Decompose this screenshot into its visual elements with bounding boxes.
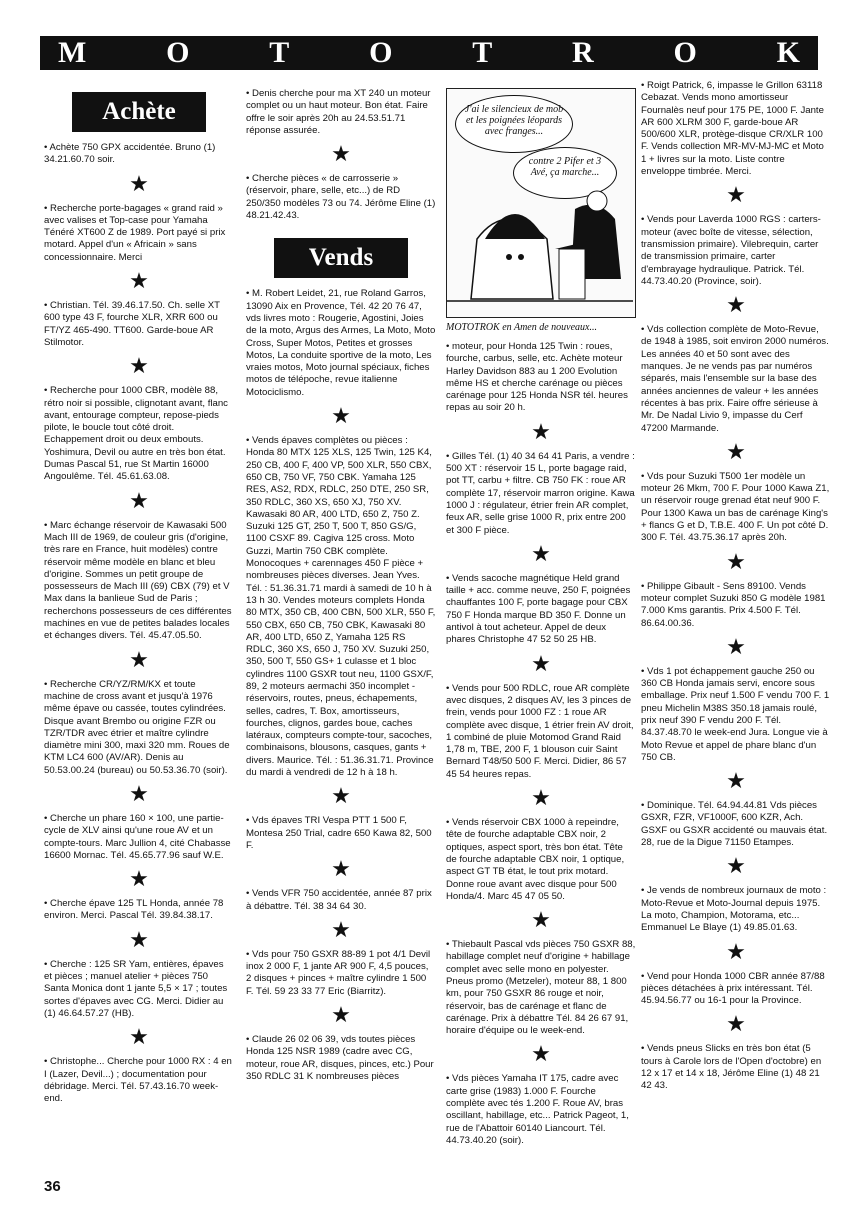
speech-bubble: contre 2 Pifer et 3 Avé, ça marche... — [513, 147, 617, 199]
classified-ad: • Claude 26 02 06 39, vds toutes pièces Honda 125 NSR 1989 (cadre avec CG, moteur, roue AR, disques, pinces, etc.) Pour 350 RDLC 31 K nombreuses pièces — [246, 1034, 434, 1082]
star-separator-icon: ★ — [129, 170, 149, 196]
cartoon-illustration — [446, 88, 636, 318]
section-title-buy: Achète — [72, 92, 206, 132]
classified-ad: • Christian. Tél. 39.46.17.50. Ch. selle XT 600 type 43 F, fourche XLR, XRR 600 ou FT/YZ 465-490. TT600. Garde-boue AR Stilmotor. — [44, 300, 220, 348]
star-separator-icon: ★ — [331, 1002, 351, 1028]
classified-ad: • Thiebault Pascal vds pièces 750 GSXR 88, habillage complet neuf d'origine + habillage complet avec selle mono en polyester. Pneus promo (Metzeler), moteur 88, 1 800 km, pour 750 GSXR 86 rouge et noir, réservoir, bas de carénage et flanc de carénage. Prix à débattre Tél. 84 26 67 91, horaire d'équipe ou le week-end. — [446, 939, 636, 1037]
classified-ad: • Vds collection complète de Moto-Revue, de 1948 à 1985, soit environ 2000 numéros. Les années 40 et 50 sont avec des manques. Je ne vends pas par numéros séparés, mais l'ensemble sur la base des années anciennes de valeur + les années récentes à bas prix. Faire offre sérieuse à Mr. De Nadal Livio 9, impasse du Cerf 47200 Marmande. — [641, 324, 829, 434]
classified-ad: • Vends sacoche magnétique Held grand taille + acc. comme neuve, 250 F, poignées chauffantes 100 F, porte bagage pour CBX 750 F Honda marque BD 350 F. Donne un antivol à tout acheteur. Appel de deux phares Christophe 47 52 50 25 HB. — [446, 572, 631, 646]
classified-ad: • Denis cherche pour ma XT 240 un moteur complet ou un haut moteur. Bon état. Faire offre le soir après 20h au 24.53.51.71 réponse assurée. — [246, 88, 431, 136]
star-separator-icon: ★ — [129, 866, 149, 892]
classified-ad: • Vends pneus Slicks en très bon état (5 tours à Carole lors de l'Open d'octobre) en 12 x 17 et 14 x 18, Jérôme Eline (1) 48 21 42 43. — [641, 1043, 822, 1092]
star-separator-icon: ★ — [129, 780, 149, 806]
classified-ad: • Vends VFR 750 accidentée, année 87 prix à débattre. Tél. 38 34 64 30. — [246, 888, 432, 912]
masthead-letter: O — [673, 36, 697, 69]
classified-ad: • Recherche porte-bagages « grand raid » avec valises et Top-case pour Yamaha Ténéré XT600 Z de 1989. Port payé si prix motard. Appel d'un « Africain » sans concessionnaire. Merci — [44, 202, 226, 263]
classified-ad: • Dominique. Tél. 64.94.44.81 Vds pièces GSXR, FZR, VF1000F, 600 KZR, Ach. GSXF ou GSXR accidenté ou mauvais état. 28, rue de la Digue 71150 Etampes. — [641, 800, 828, 849]
star-separator-icon: ★ — [531, 650, 551, 676]
classified-ad: • Je vends de nombreux journaux de moto : Moto-Revue et Moto-Journal depuis 1975. La moto, Champion, Motorama, etc... Emmanuel Le Blaye (1) 49.85.01.63. — [641, 885, 827, 934]
masthead-letter: O — [166, 36, 190, 69]
classified-ad: • Vds pièces Yamaha IT 175, cadre avec carte grise (1983) 1.000 F. Fourche complète avec tés 1.200 F. Roue AV, bras oscillant, habillage, etc... Patrick Pageot, 1, rue de l'Abattoir 60140 Liancourt. Tél. 44.73.40.20 (soir). — [446, 1073, 629, 1146]
star-separator-icon: ★ — [726, 938, 746, 964]
star-separator-icon: ★ — [726, 182, 746, 208]
classified-ad: • Vds pour Suzuki T500 1er modèle un moteur 26 Mkm, 700 F. Pour 1000 Kawa Z1, un réservoir rouge grenad état neuf 900 F. Pour 1300 Kawa un bas de carénage King's + flancs G et D, T.B.E. 400 F. Un pot côté D. 300 F. Tél. 43.75.36.17 après 20h. — [641, 470, 830, 544]
classified-ad: • Vends épaves complètes ou pièces : Honda 80 MTX 125 XLS, 125 Twin, 125 K4, 250 CB, 400 F, 400 VP, 500 XLR, 550 CBX, 650 CB, 750 VF, 750 CBK. Yamaha 125 RES, AS2, RDX, RDLC, 250 DTE, 250 SR, 350 RDLC, 360 XS, 650 XJ, 750 XV. Kawasaki 80 AR, 400 LTD, 650 Z, 750 Z. Suzuki 125 GT, 250 T, 500 T, 850 GS/G, 1100 CSXF 89. Cagiva 125 cross. Moto Guzzi, Martin 750 CBK complète. Monocoques + carennages 450 F pièce + nombreuses pièces diverses. Jean Yves. Tél. : 51.36.31.71 mardi à samedi de 10 h à 13 h 30. Vendes moteurs complets Honda 80 MTX, 350 CB, 400 CBN, 500 XLR, 550 F, 550 CBX, 650 CB, 750 CBK, Kawasaki 80 AR, 400 LTD, 650 Z, Yamaha 125 RS RDLC, 360 XS, 650 J, 750 XV. Suzuki 250, 350, 500 T, 550 GS+ 1 culasse et 1 bloc cylindres 1100 GSXR tout neu, 1100 GSX/F, 89, 2 moteurs aermachi 350 incomplet - réservoirs, routes, pneus, échapements, selles, cadres, T. Box, amortisseurs, fourches, clignos, gardes boue, caches latéraux, compteurs compte-tour, sacoches, combinaisons, blousons, casques, gants + divers. Maurice. Tél. : 51.36.31.71. Province du mardi à vendredi de 12 h à 18 h. — [246, 435, 436, 779]
classified-ad: • Achète 750 GPX accidentée. Bruno (1) 34.21.60.70 soir. — [44, 142, 216, 166]
classified-ad: • Vend pour Honda 1000 CBR année 87/88 pièces détachées à prix intéressant. Tél. 45.94.56.77 ou 16-1 pour la Province. — [641, 970, 825, 1007]
classified-ad: • Cherche : 125 SR Yam, entières, épaves et pièces ; manuel atelier + pièces 750 Santa Monica dont 1 jante 5,5 × 17 ; toutes sortes d'épaves avec CG. Merci. Didier au (1) 46.64.57.27 (HB). — [44, 958, 228, 1019]
star-separator-icon: ★ — [531, 418, 551, 444]
star-separator-icon: ★ — [331, 141, 351, 167]
classified-ad: • moteur, pour Honda 125 Twin : roues, fourche, carbus, selle, etc. Achète moteur Harley Davidson 883 au 1 200 Evolution même HS et cherche carénage ou pièces carénage pour 125 Honda NSR tél. heures repas au soir 20 h. — [446, 341, 628, 414]
classified-ad: • Vends pour Laverda 1000 RGS : carters-moteur (avec boîte de vitesse, sélection, transmission primaire). Vilebrequin, carter de transmission primaire, carter d'embrayage hydraulique. Patrick. Tél. 44.73.40.20 (Province, soir). — [641, 214, 821, 287]
classified-ad: • Vds pour 750 GSXR 88-89 1 pot 4/1 Devil inox 2 000 F, 1 jante AR 900 F, 4,5 pouces, 2 disques + pinces + maître cylindre 1 500 F. Tél. 59 23 33 77 Eric (Biarritz). — [246, 948, 431, 997]
speech-bubble: J'ai le silencieux de mob et les poignées léopards avec franges... — [455, 95, 573, 153]
star-separator-icon: ★ — [726, 768, 746, 794]
masthead-letter: K — [776, 36, 800, 69]
classified-ad: • Recherche pour 1000 CBR, modèle 88, rétro noir si possible, clignotant avant, flanc avant, entourage compteur, repose-pieds pilote, le boucle tout côté droit. Echappement droit ou deux embouts. Yoshimura, Devil ou autre en très bon état. Dumas Pascal 51, rue St Martin 16000 Angoulême. Tél. 45.61.63.08. — [44, 385, 228, 483]
classified-ad: • Roigt Patrick, 6, impasse le Grillon 63118 Cebazat. Vends mono amortisseur Fournalès neuf pour 175 PE, 1000 F. Jante AR 600 XLRM 300 F, garde-boue AR 500/600 XLR, protège-disque CR/XLR 100 F. Vends collection MR-MV-MJ-MC et Moto 1 + livres sur la moto. Liste contre enveloppe timbrée. Merci. — [641, 80, 824, 178]
cartoon-caption: MOTOTROK en Amen de nouveaux... — [446, 322, 597, 333]
star-separator-icon: ★ — [726, 548, 746, 574]
classified-ad: • Cherche pièces « de carrosserie » (réservoir, phare, selle, etc...) de RD 250/350 modèles 73 ou 74. Jérôme Eline (1) 48.21.42.43. — [246, 173, 436, 222]
classified-ad: • Philippe Gibault - Sens 89100. Vends moteur complet Suzuki 850 G modèle 1981 7.000 Kms garantis. Prix 4.500 F. Tél. 86.64.00.36. — [641, 580, 826, 629]
classified-ad: • Christophe... Cherche pour 1000 RX : 4 en I (Lazer, Devil...) ; documentation pour débridage. Merci. Tél. 57.43.16.70 week-end. — [44, 1056, 232, 1105]
star-separator-icon: ★ — [726, 1011, 746, 1037]
star-separator-icon: ★ — [129, 926, 149, 952]
classified-ad: • M. Robert Leidet, 21, rue Roland Garros, 13090 Aix en Provence, Tél. 42 20 76 47, vds livres moto : Rougerie, Agostini, Joies de la moto, Argus des Armes, La Moto, Moto Cross, Super Motos, Petites et grosses Motos, La conduite sportive de la moto, Les vraies motos, Moto journal spéciaux, fiches motos de télépoche, revue italienne Motociclismo. — [246, 288, 436, 398]
masthead-letter: T — [269, 36, 290, 69]
classified-ad: • Vends réservoir CBX 1000 à repeindre, tête de fourche adaptable CBX noir, 2 optiques, aspect sport, très bon état. Tête de fourche adaptable CBX noir, 1 optique, aspect GT TB état, le tout prix motard. Donne roue avant avec disque pour 500 Honda/4. Marc 45 47 05 50. — [446, 817, 625, 902]
classified-ad: • Marc échange réservoir de Kawasaki 500 Mach III de 1969, de couleur gris (d'origine, très rare en France, huit modèles) contre réservoir même modèle en blanc et bleu d'origine. Sommes un petit groupe de possesseurs de Mach III (69) CBX (79) et V Max dans la banlieue Sud de Paris ; recherchons possesseurs de ces différentes machines en vue de petites balades locales et échanges divers. Tél. 45.47.05.50. — [44, 519, 232, 642]
masthead-letter: M — [58, 36, 87, 69]
classified-ad: • Vds épaves TRI Vespa PTT 1 500 F, Montesa 250 Trial, cadre 650 Kawa 82, 500 F. — [246, 815, 432, 851]
masthead-bar — [40, 36, 818, 70]
masthead-letter: T — [472, 36, 493, 69]
star-separator-icon: ★ — [531, 540, 551, 566]
star-separator-icon: ★ — [531, 785, 551, 811]
star-separator-icon: ★ — [726, 292, 746, 318]
classified-ad: • Vends pour 500 RDLC, roue AR complète avec disques, 2 disques AV, les 3 pinces de frein, vends pour 1000 FZ : 1 roue AR complète avec disque, 1 étrier frein AV droit, 1 combiné de pluie Motomod Grand Raid 1,78 m, TBE, 200 F, 1 blouson cuir Saint Bernard T48/50 500 F. Merci. Didier, 86 57 45 54 heures repas. — [446, 682, 634, 780]
star-separator-icon: ★ — [726, 633, 746, 659]
star-separator-icon: ★ — [726, 853, 746, 879]
star-separator-icon: ★ — [331, 783, 351, 809]
column-2 — [246, 88, 436, 1083]
star-separator-icon: ★ — [129, 646, 149, 672]
classified-ad: • Gilles Tél. (1) 40 34 64 41 Paris, a vendre : 500 XT : réservoir 15 L, porte bagage raid, pot TT, carbu + filtre. CB 750 FK : roue AR complète 17, réservoir marron origine. Kawa 1000 J : régulateur, étrier frein AR complet, feux AR, selle grise 1000 R, prix entre 200 et 300 F pièce. — [446, 450, 635, 536]
classified-ad: • Recherche CR/YZ/RM/KX et toute machine de cross avant et jusqu'à 1976 même épave ou cassée, toutes cylindrées. Disque avant Brembo ou origine FZR ou TZR/TDR avec étrier et maître cylindre diamètre mini 300, maxi 320 mm. Roues de KTM LC4 600 (AV/AR). Denis au 50.53.00.24 (bureau) ou 50.53.36.70 (soir). — [44, 678, 230, 776]
column-4 — [641, 80, 831, 1093]
column-3 — [446, 88, 636, 1147]
masthead-letter: O — [369, 36, 393, 69]
classified-ad: • Cherche un phare 160 × 100, une partie-cycle de XLV ainsi qu'une roue AV et un compte-tours. Marc Jullion 4, cité Chabasse 16600 Mornac. Tél. 45.65.77.96 sauf W.E. — [44, 812, 231, 861]
star-separator-icon: ★ — [531, 907, 551, 933]
star-separator-icon: ★ — [726, 438, 746, 464]
star-separator-icon: ★ — [129, 1024, 149, 1050]
cartoon-drawing — [447, 89, 633, 317]
star-separator-icon: ★ — [331, 403, 351, 429]
star-separator-icon: ★ — [129, 487, 149, 513]
star-separator-icon: ★ — [331, 856, 351, 882]
star-separator-icon: ★ — [129, 268, 149, 294]
star-separator-icon: ★ — [531, 1041, 551, 1067]
star-separator-icon: ★ — [129, 353, 149, 379]
column-1 — [44, 88, 234, 1105]
classified-ad: • Vds 1 pot échappement gauche 250 ou 360 CB Honda jamais servi, encore sous emballage. Prix neuf 1.500 F vendu 700 F. 1 pneu Michelin M38S 350.18 jamais roulé, prix neuf 390 F vendu 200 F. Tél. 84.37.48.70 le week-end Jura. Longue vie à Moto Revue et appel de phare blanc d'un 750 CB. — [641, 665, 830, 763]
classified-ad: • Cherche épave 125 TL Honda, année 78 environ. Merci. Pascal Tél. 39.84.38.17. — [44, 898, 224, 922]
star-separator-icon: ★ — [331, 916, 351, 942]
page-number: 36 — [44, 1178, 61, 1195]
masthead-letter: R — [572, 36, 594, 69]
section-title-sell: Vends — [274, 238, 408, 278]
